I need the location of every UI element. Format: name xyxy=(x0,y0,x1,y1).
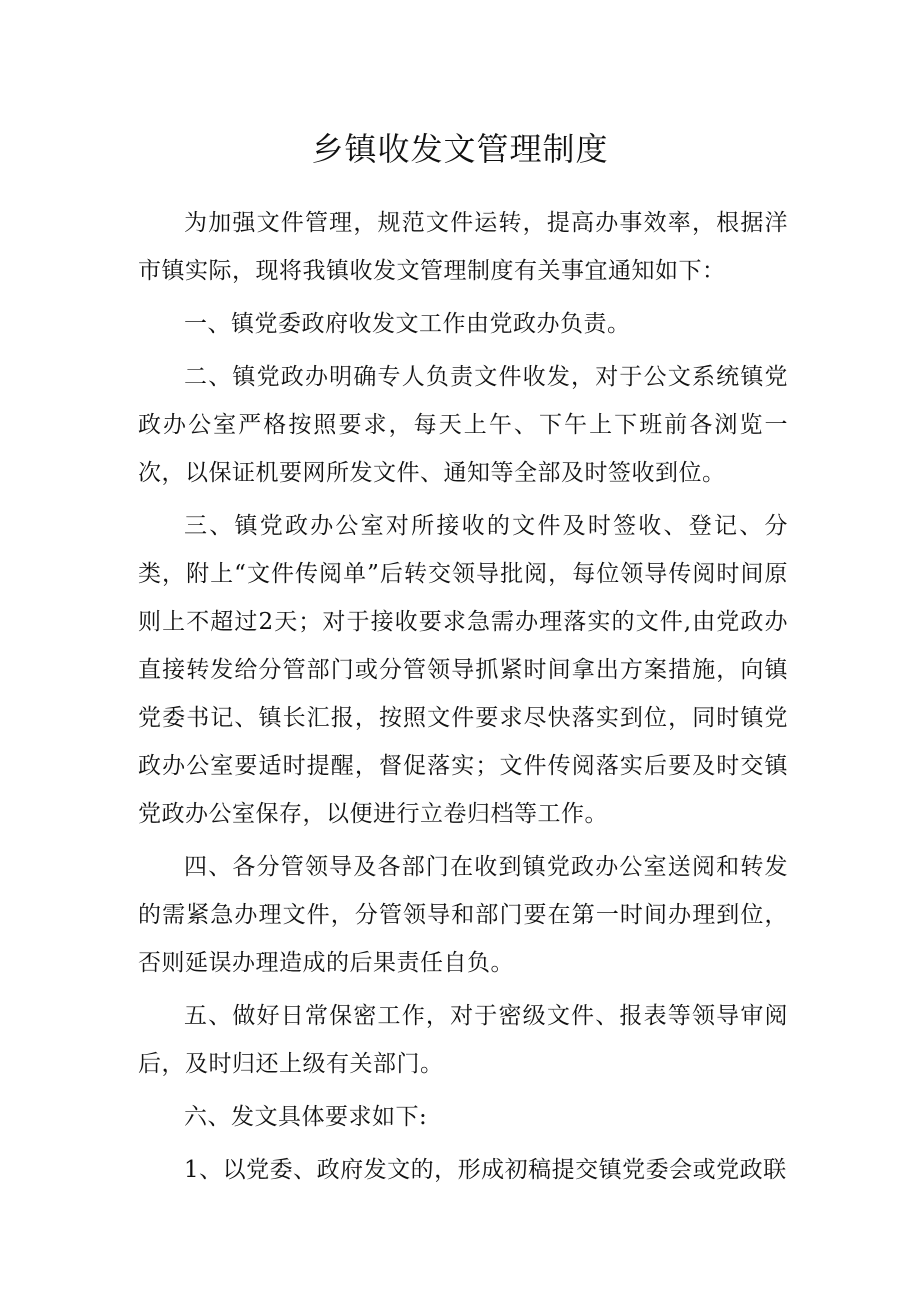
paragraph-item-4: 四、各分管领导及各部门在收到镇党政办公室送阅和转发的需紧急办理文件，分管领导和部门要在第一时间办理到位，否则延误办理造成的后果责任自负。 xyxy=(138,854,788,976)
paragraph-item-5: 五、做好日常保密工作，对于密级文件、报表等领导审阅后，及时归还上级有关部门。 xyxy=(138,1003,788,1077)
document-body xyxy=(138,199,788,1194)
paragraph-item-3: 三、镇党政办公室对所接收的文件及时签收、登记、分类，附上“文件传阅单”后转交领导批阅，每位领导传阅时间原则上不超过2天；对于接收要求急需办理落实的文件,由党政办直接转发给分管部门或分管领导抓紧时间拿出方案措施，向镇党委书记、镇长汇报，按照文件要求尽快落实到位，同时镇党政办公室要适时提醒，督促落实；文件传阅落实后要及时交镇党政办公室保存，以便进行立卷归档等工作。 xyxy=(138,513,788,827)
document-title: 乡镇收发文管理制度 xyxy=(311,130,609,168)
paragraph-item-1: 一、镇党委政府收发文工作由党政办负责。 xyxy=(184,311,631,337)
paragraph-intro: 为加强文件管理，规范文件运转，提高办事效率，根据洋市镇实际，现将我镇收发文管理制度有关事宜通知如下： xyxy=(138,210,788,284)
paragraph-subitem-1: 1、以党委、政府发文的，形成初稿提交镇党委会或党政联 xyxy=(184,1157,787,1183)
paragraph-item-6: 六、发文具体要求如下: xyxy=(184,1104,428,1130)
paragraph-item-2: 二、镇党政办明确专人负责文件收发，对于公文系统镇党政办公室严格按照要求，每天上午、下午上下班前各浏览一次，以保证机要网所发文件、通知等全部及时签收到位。 xyxy=(138,364,788,486)
